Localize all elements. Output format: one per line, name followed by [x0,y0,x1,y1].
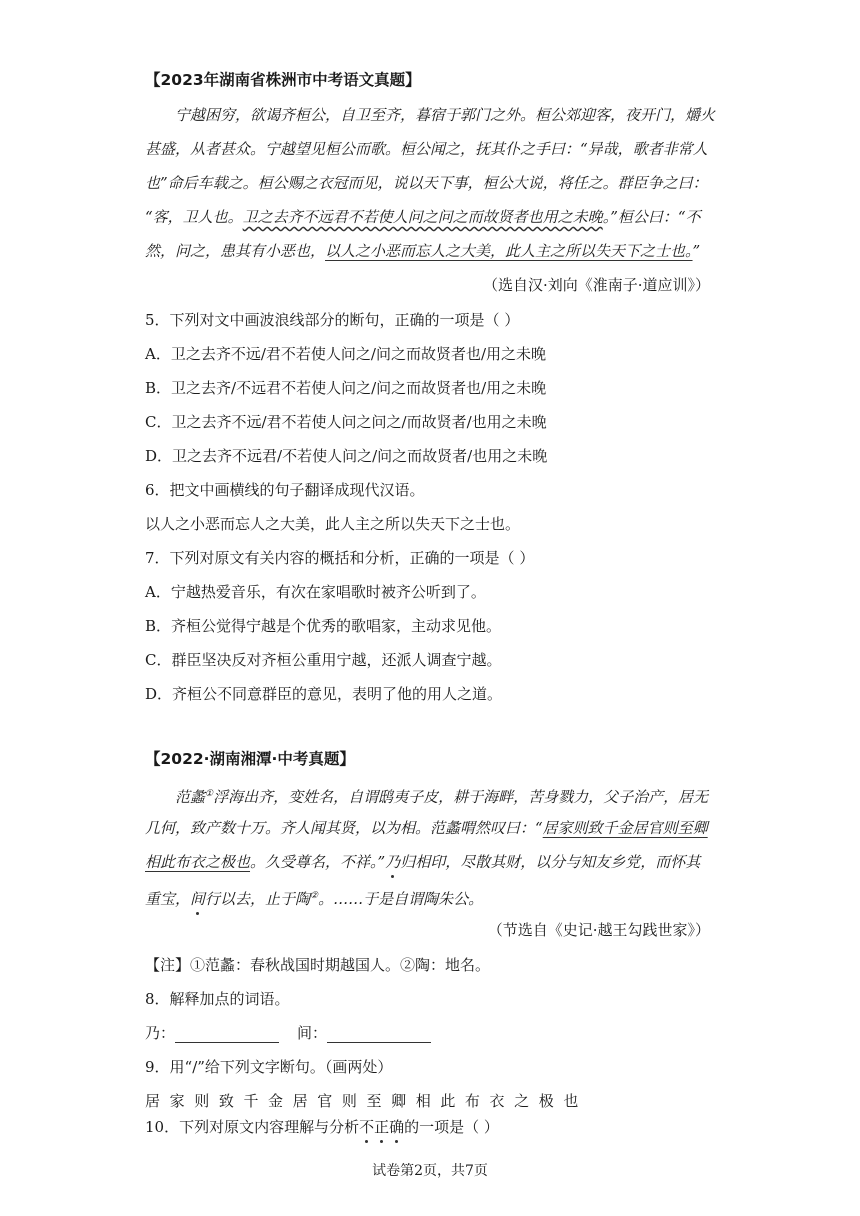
dotted-word: 确 [389,1118,405,1136]
passage1-source: （选自汉·刘向《淮南子·道应训》） [482,276,710,294]
question-7-stem: 7．下列对原文有关内容的概括和分析，正确的一项是（ ） [145,549,535,567]
passage1-text: “客，卫人也。 [145,208,243,226]
passage2-text: 。久受尊名，不祥。” [250,853,386,871]
question-text: 10．下列对原文内容理解与分析 [145,1118,360,1136]
char: 官 [317,1092,333,1110]
question-5-option-c: C．卫之去齐不远/君不若使人问之问之/而故贤者/也用之未晚 [145,413,547,431]
question-9-text [145,1091,588,1111]
question-7-option-c: C．群臣坚决反对齐桓公重用宁越，还派人调查宁越。 [145,651,502,669]
footnote: 【注】①范蠡：春秋战国时期越国人。②陶：地名。 [145,956,491,974]
answer-label: 间： [297,1024,328,1042]
dotted-word: 间 [190,890,206,908]
section2-heading: 【2022·湖南湘潭·中考真题】 [145,750,355,768]
passage1-line [145,241,700,261]
question-5-option-b: B．卫之去齐/不远君不若使人问之/问之而故贤者也/用之未晚 [145,379,547,397]
footnote-marker: ② [310,891,319,901]
underlined-sentence: 居家则致千金居官则至卿 [542,819,708,837]
dotted-word: 正 [374,1118,390,1136]
passage2-line [175,784,708,807]
char: 此 [440,1092,456,1110]
question-5-option-d: D．卫之去齐不远君/不若使人问之/问之而故贤者/也用之未晚 [145,447,548,465]
question-text: 的一项是（ ） [404,1118,499,1136]
underlined-sentence: 以人之小恶而忘人之大美，此人主之所以失天下之士也。 [325,242,693,260]
wavy-underlined-sentence: 卫之去齐不远君不若使人问之问之而故贤者也用之未晚 [242,208,603,226]
dotted-word: 不 [359,1118,375,1136]
passage2-text: 重宝， [145,890,191,908]
char: 千 [243,1092,259,1110]
question-5-option-a: A．卫之去齐不远/君不若使人问之/问之而故贤者也/用之未晚 [145,345,546,363]
char: 则 [194,1092,210,1110]
passage1-text: ” [692,242,701,260]
page-footer: 试卷第2页，共7页 [372,1163,488,1179]
char: 相 [415,1092,431,1110]
char: 金 [268,1092,284,1110]
question-6-sentence: 以人之小恶而忘人之大美，此人主之所以失天下之士也。 [145,515,521,533]
question-5-stem: 5．下列对文中画波浪线部分的断句，正确的一项是（ ） [145,311,520,329]
char: 之 [514,1092,530,1110]
passage2-text: 归相印，尽散其财，以分与知友乡党，而怀其 [400,853,701,871]
passage1-line: 也”命后车载之。桓公赐之衣冠而见，说以天下事，桓公大说，将任之。群臣争之曰： [145,174,708,192]
passage1-line [145,207,701,227]
char: 也 [563,1092,579,1110]
char: 则 [341,1092,357,1110]
char: 致 [218,1092,234,1110]
answer-blank[interactable] [175,1026,279,1043]
char: 卿 [391,1092,407,1110]
question-8-stem: 8．解释加点的词语。 [145,990,290,1008]
passage1-line: 宁越困穷，欲谒齐桓公，自卫至齐，暮宿于郭门之外。桓公郊迎客，夜开门，爝火 [175,106,716,124]
char: 居 [292,1092,308,1110]
char: 家 [169,1092,185,1110]
answer-blank[interactable] [327,1026,431,1043]
passage1-line: 甚盛，从者甚众。宁越望见桓公而歌。桓公闻之，抚其仆之手曰：“异哉，歌者非常人 [145,140,708,158]
passage2-line [145,852,700,872]
passage2-text: 行以去，止于陶 [205,890,311,908]
passage2-text: 。……于是自谓陶朱公。 [318,890,484,908]
question-6-stem: 6．把文中画横线的句子翻译成现代汉语。 [145,481,425,499]
passage2-text: 范蠡 [175,788,206,806]
passage2-text: 几何，致产数十万。齐人闻其贤，以为相。范蠡喟然叹曰：“ [145,819,543,837]
char: 居 [145,1092,161,1110]
passage1-text: 。”桓公曰：“不 [602,208,701,226]
char: 极 [538,1092,554,1110]
passage2-text: 浮海出齐，变姓名，自谓鸱夷子皮，耕于海畔，苦身戮力，父子治产，居无 [213,788,709,806]
passage2-source: （节选自《史记·越王勾践世家》） [487,921,710,939]
passage2-line [145,886,483,909]
question-7-option-a: A．宁越热爱音乐，有次在家唱歌时被齐公听到了。 [145,583,486,601]
char: 衣 [489,1092,505,1110]
passage2-line [145,818,708,838]
char: 布 [464,1092,480,1110]
char: 至 [366,1092,382,1110]
dotted-word: 乃 [385,853,401,871]
passage1-text: 然，问之，患其有小恶也， [145,242,326,260]
question-9-stem: 9．用“/”给下列文字断句。（画两处） [145,1058,393,1076]
footnote-marker: ① [205,789,214,799]
underlined-sentence: 相此布衣之极也 [145,853,251,871]
question-7-option-d: D．齐桓公不同意群臣的意见，表明了他的用人之道。 [145,685,503,703]
question-8-answers [145,1023,431,1043]
question-7-option-b: B．齐桓公觉得宁越是个优秀的歌唱家，主动求见他。 [145,617,502,635]
section1-heading: 【2023年湖南省株洲市中考语文真题】 [145,71,421,89]
answer-label: 乃： [145,1024,176,1042]
question-10-stem [145,1117,499,1137]
